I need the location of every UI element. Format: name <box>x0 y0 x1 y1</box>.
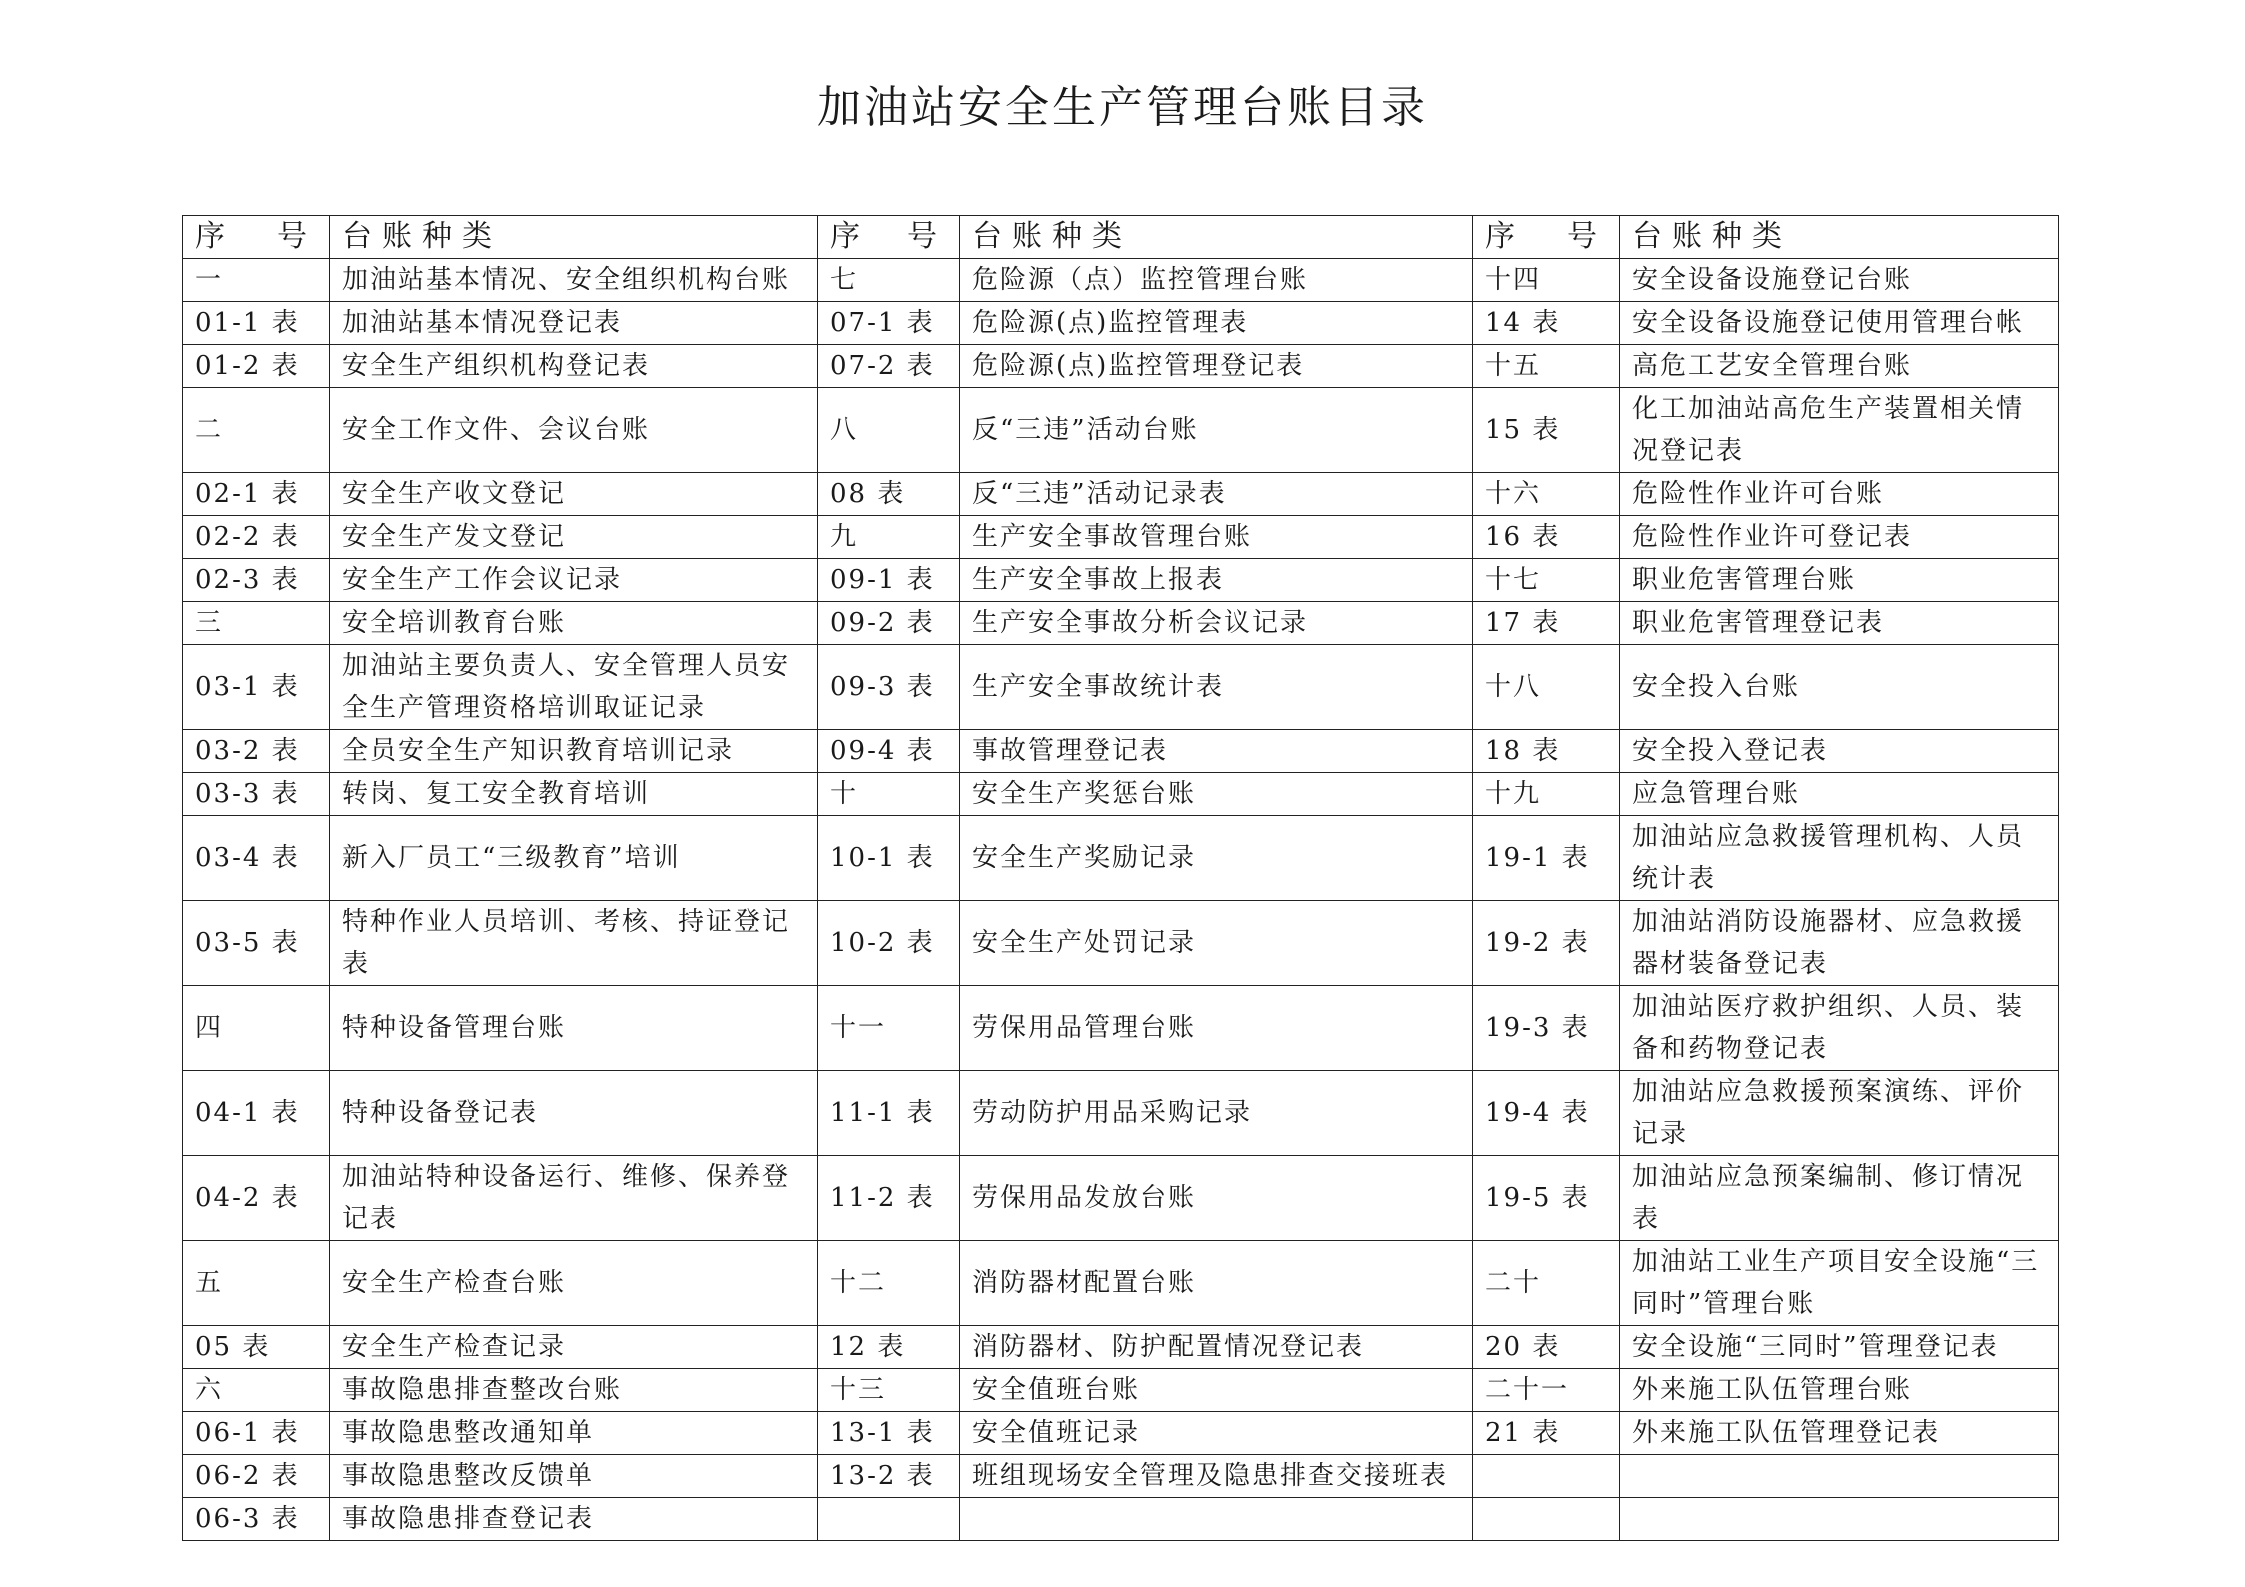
row-category-cell: 加油站应急预案编制、修订情况表 <box>1620 1156 2059 1241</box>
row-category-cell: 生产安全事故统计表 <box>960 645 1473 730</box>
row-seq-cell: 11-2 表 <box>818 1156 960 1241</box>
row-category-cell: 加油站基本情况登记表 <box>330 302 818 345</box>
row-seq-cell <box>1473 1498 1620 1541</box>
row-category-cell: 全员安全生产知识教育培训记录 <box>330 730 818 773</box>
table-row <box>183 730 2059 773</box>
table-row <box>183 1498 2059 1541</box>
row-category-cell: 生产安全事故管理台账 <box>960 516 1473 559</box>
row-category-cell: 安全值班记录 <box>960 1412 1473 1455</box>
row-category-cell: 事故隐患整改通知单 <box>330 1412 818 1455</box>
row-seq-cell: 05 表 <box>183 1326 330 1369</box>
row-category-cell: 事故隐患排查整改台账 <box>330 1369 818 1412</box>
table-row <box>183 1412 2059 1455</box>
header-seq-char-2: 号 <box>277 219 307 254</box>
table-header-row <box>183 216 2059 259</box>
row-category-cell: 反“三违”活动台账 <box>960 388 1473 473</box>
row-seq-cell: 10-2 表 <box>818 901 960 986</box>
table-row <box>183 345 2059 388</box>
table-row <box>183 559 2059 602</box>
row-seq-cell: 02-3 表 <box>183 559 330 602</box>
header-seq <box>818 216 960 259</box>
row-seq-cell: 十三 <box>818 1369 960 1412</box>
row-category-cell: 生产安全事故上报表 <box>960 559 1473 602</box>
row-category-cell: 外来施工队伍管理台账 <box>1620 1369 2059 1412</box>
row-category-cell: 安全生产奖励记录 <box>960 816 1473 901</box>
row-seq-cell: 十一 <box>818 986 960 1071</box>
row-seq-cell: 08 表 <box>818 473 960 516</box>
row-seq-cell: 15 表 <box>1473 388 1620 473</box>
table-row <box>183 602 2059 645</box>
row-seq-cell: 19-3 表 <box>1473 986 1620 1071</box>
table-row <box>183 901 2059 986</box>
row-seq-cell: 06-1 表 <box>183 1412 330 1455</box>
row-category-cell: 安全生产检查记录 <box>330 1326 818 1369</box>
row-category-cell: 事故隐患整改反馈单 <box>330 1455 818 1498</box>
row-category-cell: 加油站工业生产项目安全设施“三同时”管理台账 <box>1620 1241 2059 1326</box>
row-seq-cell: 01-2 表 <box>183 345 330 388</box>
row-category-cell: 职业危害管理台账 <box>1620 559 2059 602</box>
row-category-cell: 安全培训教育台账 <box>330 602 818 645</box>
row-category-cell: 安全设备设施登记台账 <box>1620 259 2059 302</box>
row-seq-cell: 04-1 表 <box>183 1071 330 1156</box>
row-seq-cell: 十七 <box>1473 559 1620 602</box>
row-seq-cell: 十五 <box>1473 345 1620 388</box>
row-category-cell: 转岗、复工安全教育培训 <box>330 773 818 816</box>
row-category-cell: 加油站应急救援管理机构、人员统计表 <box>1620 816 2059 901</box>
row-category-cell <box>1620 1455 2059 1498</box>
row-seq-cell: 20 表 <box>1473 1326 1620 1369</box>
row-seq-cell: 09-1 表 <box>818 559 960 602</box>
row-category-cell: 安全工作文件、会议台账 <box>330 388 818 473</box>
table-row <box>183 1156 2059 1241</box>
row-category-cell: 职业危害管理登记表 <box>1620 602 2059 645</box>
row-category-cell: 安全生产收文登记 <box>330 473 818 516</box>
row-category-cell: 安全生产奖惩台账 <box>960 773 1473 816</box>
row-category-cell: 危险源（点）监控管理台账 <box>960 259 1473 302</box>
row-category-cell: 安全设备设施登记使用管理台帐 <box>1620 302 2059 345</box>
row-seq-cell: 十九 <box>1473 773 1620 816</box>
row-seq-cell: 19-5 表 <box>1473 1156 1620 1241</box>
table-row <box>183 1455 2059 1498</box>
header-seq-char-1: 序 <box>830 219 860 254</box>
row-seq-cell: 09-4 表 <box>818 730 960 773</box>
row-seq-cell: 10-1 表 <box>818 816 960 901</box>
row-seq-cell: 二 <box>183 388 330 473</box>
row-category-cell: 消防器材、防护配置情况登记表 <box>960 1326 1473 1369</box>
row-category-cell: 消防器材配置台账 <box>960 1241 1473 1326</box>
row-category-cell: 化工加油站高危生产装置相关情况登记表 <box>1620 388 2059 473</box>
row-seq-cell: 13-2 表 <box>818 1455 960 1498</box>
row-category-cell: 危险源(点)监控管理登记表 <box>960 345 1473 388</box>
ledger-table-body <box>183 216 2059 1541</box>
row-seq-cell: 18 表 <box>1473 730 1620 773</box>
row-seq-cell: 07-2 表 <box>818 345 960 388</box>
row-category-cell: 加油站特种设备运行、维修、保养登记表 <box>330 1156 818 1241</box>
table-row <box>183 773 2059 816</box>
table-row <box>183 816 2059 901</box>
row-seq-cell: 七 <box>818 259 960 302</box>
header-seq <box>1473 216 1620 259</box>
table-row <box>183 1326 2059 1369</box>
row-category-cell: 安全值班台账 <box>960 1369 1473 1412</box>
row-seq-cell: 十 <box>818 773 960 816</box>
row-category-cell: 安全生产发文登记 <box>330 516 818 559</box>
table-row <box>183 259 2059 302</box>
row-category-cell: 加油站应急救援预案演练、评价记录 <box>1620 1071 2059 1156</box>
header-seq-char-2: 号 <box>907 219 937 254</box>
table-row <box>183 302 2059 345</box>
row-seq-cell: 09-2 表 <box>818 602 960 645</box>
table-row <box>183 1241 2059 1326</box>
row-category-cell: 安全设施“三同时”管理登记表 <box>1620 1326 2059 1369</box>
row-seq-cell: 11-1 表 <box>818 1071 960 1156</box>
ledger-catalog-table <box>182 215 2059 1541</box>
row-category-cell: 生产安全事故分析会议记录 <box>960 602 1473 645</box>
header-seq-char-1: 序 <box>195 219 225 254</box>
header-category: 台账种类 <box>960 216 1473 259</box>
table-row <box>183 388 2059 473</box>
row-category-cell: 安全投入登记表 <box>1620 730 2059 773</box>
row-seq-cell: 09-3 表 <box>818 645 960 730</box>
header-category: 台账种类 <box>330 216 818 259</box>
row-category-cell: 特种作业人员培训、考核、持证登记表 <box>330 901 818 986</box>
document-title: 加油站安全生产管理台账目录 <box>817 82 1428 133</box>
header-seq <box>183 216 330 259</box>
row-seq-cell: 19-1 表 <box>1473 816 1620 901</box>
row-seq-cell: 04-2 表 <box>183 1156 330 1241</box>
table-row <box>183 645 2059 730</box>
row-seq-cell: 三 <box>183 602 330 645</box>
row-seq-cell: 03-3 表 <box>183 773 330 816</box>
row-category-cell: 班组现场安全管理及隐患排查交接班表 <box>960 1455 1473 1498</box>
row-category-cell: 劳保用品管理台账 <box>960 986 1473 1071</box>
row-seq-cell: 03-2 表 <box>183 730 330 773</box>
row-seq-cell: 12 表 <box>818 1326 960 1369</box>
row-seq-cell: 十八 <box>1473 645 1620 730</box>
row-category-cell: 新入厂员工“三级教育”培训 <box>330 816 818 901</box>
row-category-cell: 安全生产检查台账 <box>330 1241 818 1326</box>
row-seq-cell: 19-4 表 <box>1473 1071 1620 1156</box>
row-seq-cell: 二十一 <box>1473 1369 1620 1412</box>
row-seq-cell: 03-4 表 <box>183 816 330 901</box>
row-seq-cell: 03-1 表 <box>183 645 330 730</box>
row-seq-cell <box>1473 1455 1620 1498</box>
row-category-cell: 高危工艺安全管理台账 <box>1620 345 2059 388</box>
row-seq-cell: 十二 <box>818 1241 960 1326</box>
row-category-cell: 劳保用品发放台账 <box>960 1156 1473 1241</box>
table-row <box>183 1071 2059 1156</box>
row-seq-cell: 二十 <box>1473 1241 1620 1326</box>
row-seq-cell: 十四 <box>1473 259 1620 302</box>
row-seq-cell: 八 <box>818 388 960 473</box>
table-row <box>183 1369 2059 1412</box>
row-category-cell <box>960 1498 1473 1541</box>
row-category-cell: 事故管理登记表 <box>960 730 1473 773</box>
row-category-cell: 劳动防护用品采购记录 <box>960 1071 1473 1156</box>
row-category-cell: 危险源(点)监控管理表 <box>960 302 1473 345</box>
row-seq-cell: 四 <box>183 986 330 1071</box>
row-category-cell: 特种设备管理台账 <box>330 986 818 1071</box>
row-category-cell: 事故隐患排查登记表 <box>330 1498 818 1541</box>
row-seq-cell: 九 <box>818 516 960 559</box>
header-seq-char-1: 序 <box>1485 219 1515 254</box>
row-category-cell: 反“三违”活动记录表 <box>960 473 1473 516</box>
row-seq-cell: 13-1 表 <box>818 1412 960 1455</box>
row-category-cell: 安全生产处罚记录 <box>960 901 1473 986</box>
row-seq-cell: 03-5 表 <box>183 901 330 986</box>
row-seq-cell: 六 <box>183 1369 330 1412</box>
row-category-cell: 安全投入台账 <box>1620 645 2059 730</box>
row-seq-cell: 06-2 表 <box>183 1455 330 1498</box>
row-category-cell: 危险性作业许可台账 <box>1620 473 2059 516</box>
header-category: 台账种类 <box>1620 216 2059 259</box>
row-category-cell <box>1620 1498 2059 1541</box>
table-row <box>183 516 2059 559</box>
row-category-cell: 加油站主要负责人、安全管理人员安全生产管理资格培训取证记录 <box>330 645 818 730</box>
row-category-cell: 加油站医疗救护组织、人员、装备和药物登记表 <box>1620 986 2059 1071</box>
header-seq-char-2: 号 <box>1567 219 1597 254</box>
row-category-cell: 加油站基本情况、安全组织机构台账 <box>330 259 818 302</box>
row-seq-cell: 五 <box>183 1241 330 1326</box>
row-category-cell: 应急管理台账 <box>1620 773 2059 816</box>
row-seq-cell <box>818 1498 960 1541</box>
row-category-cell: 外来施工队伍管理登记表 <box>1620 1412 2059 1455</box>
row-seq-cell: 02-1 表 <box>183 473 330 516</box>
row-seq-cell: 07-1 表 <box>818 302 960 345</box>
table-row <box>183 473 2059 516</box>
row-seq-cell: 06-3 表 <box>183 1498 330 1541</box>
row-seq-cell: 16 表 <box>1473 516 1620 559</box>
row-category-cell: 安全生产组织机构登记表 <box>330 345 818 388</box>
row-seq-cell: 01-1 表 <box>183 302 330 345</box>
row-seq-cell: 21 表 <box>1473 1412 1620 1455</box>
table-row <box>183 986 2059 1071</box>
row-seq-cell: 19-2 表 <box>1473 901 1620 986</box>
row-seq-cell: 十六 <box>1473 473 1620 516</box>
row-seq-cell: 一 <box>183 259 330 302</box>
row-seq-cell: 02-2 表 <box>183 516 330 559</box>
row-category-cell: 加油站消防设施器材、应急救援器材装备登记表 <box>1620 901 2059 986</box>
row-category-cell: 特种设备登记表 <box>330 1071 818 1156</box>
row-seq-cell: 17 表 <box>1473 602 1620 645</box>
row-category-cell: 危险性作业许可登记表 <box>1620 516 2059 559</box>
row-category-cell: 安全生产工作会议记录 <box>330 559 818 602</box>
row-seq-cell: 14 表 <box>1473 302 1620 345</box>
